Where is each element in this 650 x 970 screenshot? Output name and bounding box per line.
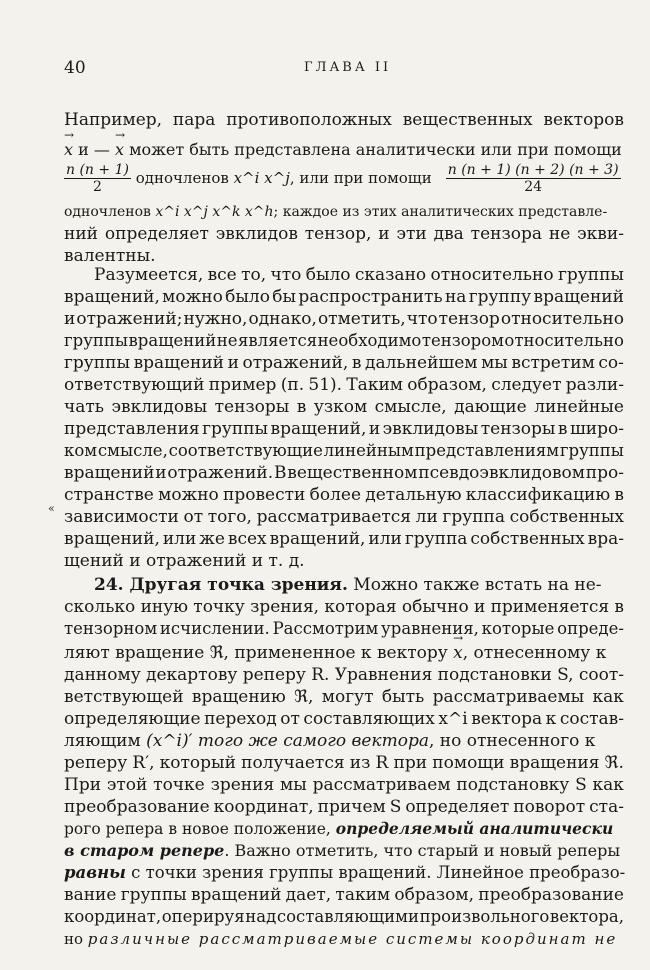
word: более bbox=[309, 485, 361, 505]
text-line bbox=[64, 109, 624, 131]
word: группа bbox=[442, 507, 506, 527]
text-span: может быть представлена аналитически или при помощи bbox=[123, 140, 622, 159]
text-span: но bbox=[64, 930, 88, 948]
word: или bbox=[368, 529, 402, 549]
word: мы bbox=[481, 353, 508, 373]
text-line bbox=[64, 484, 624, 506]
vector-x: → x bbox=[453, 642, 463, 664]
word: декартову bbox=[146, 665, 238, 685]
word: со- bbox=[598, 353, 624, 373]
word: того, bbox=[207, 507, 252, 527]
word: эвклидов bbox=[215, 224, 298, 244]
word: относительно bbox=[504, 331, 624, 350]
word: в bbox=[614, 485, 624, 505]
word: тензоры bbox=[214, 397, 290, 417]
word: состав- bbox=[559, 709, 624, 729]
text-line bbox=[64, 596, 624, 618]
word: определяет bbox=[104, 224, 209, 244]
vector-x: → x bbox=[64, 139, 73, 161]
word: вращению bbox=[191, 687, 286, 707]
text-line bbox=[64, 708, 624, 730]
word: сколько bbox=[64, 597, 136, 617]
word: не bbox=[216, 331, 238, 350]
text-span: , отнесенному к bbox=[462, 643, 607, 663]
italic-phrase: (x^i)′ того же самого вектора bbox=[146, 731, 429, 751]
word: зависимости bbox=[64, 507, 179, 527]
text-line bbox=[64, 686, 624, 708]
word: вращений bbox=[128, 331, 217, 350]
word: и bbox=[368, 419, 381, 439]
text-span: с точки зрения группы вращений. Линейное преобразо- bbox=[125, 863, 626, 882]
word: Таким bbox=[346, 375, 403, 395]
word: сказано bbox=[354, 265, 427, 285]
fraction bbox=[64, 162, 131, 195]
word: однако, bbox=[248, 309, 317, 329]
word: В bbox=[273, 463, 287, 483]
word: этой bbox=[106, 775, 148, 795]
word: рассматривается bbox=[256, 507, 412, 527]
word: про- bbox=[585, 463, 624, 483]
word: пример bbox=[208, 375, 277, 395]
text-line bbox=[64, 201, 624, 223]
word: смысле, bbox=[97, 441, 168, 460]
word: (п. bbox=[280, 375, 305, 395]
word: из bbox=[349, 753, 371, 773]
word: ли bbox=[415, 507, 438, 527]
word: вращений bbox=[64, 463, 155, 483]
word: координат, bbox=[213, 797, 314, 817]
word: необходимо bbox=[317, 331, 422, 350]
word: то, bbox=[241, 265, 267, 285]
word: Например, bbox=[64, 110, 163, 130]
word: который bbox=[159, 753, 236, 773]
word: собственных bbox=[470, 529, 585, 549]
word: переход bbox=[204, 709, 277, 729]
word: дающие bbox=[454, 397, 527, 417]
word: экви- bbox=[577, 224, 624, 244]
word: как bbox=[592, 687, 624, 707]
word: и bbox=[64, 309, 76, 329]
word: реперу bbox=[242, 665, 306, 685]
text-line: валентны. bbox=[64, 246, 156, 266]
word: зрения bbox=[210, 775, 275, 795]
word: было bbox=[225, 287, 270, 307]
word: вращений bbox=[533, 287, 624, 307]
word: поворот bbox=[513, 797, 586, 817]
word: вещественных bbox=[402, 110, 533, 130]
word: тензор bbox=[438, 309, 500, 329]
word: S, bbox=[557, 665, 574, 685]
word: следует bbox=[491, 375, 562, 395]
text-span: , или при помощи bbox=[289, 169, 432, 187]
text-line bbox=[64, 286, 624, 308]
word: соот- bbox=[578, 665, 624, 685]
word: эвклидовы bbox=[111, 397, 208, 417]
text-line bbox=[64, 796, 624, 818]
word: от bbox=[280, 709, 300, 729]
word: Рассмотрим bbox=[272, 619, 379, 638]
word: на bbox=[444, 287, 467, 307]
word: в bbox=[296, 397, 307, 417]
word: точке bbox=[153, 775, 205, 795]
text-line bbox=[64, 664, 624, 686]
text-line bbox=[64, 418, 624, 440]
word: составляющими bbox=[276, 907, 419, 926]
word: таким bbox=[335, 885, 391, 905]
word: в bbox=[557, 419, 568, 439]
word: над bbox=[245, 907, 277, 926]
word: вращений, bbox=[64, 287, 160, 307]
word: бы bbox=[272, 287, 297, 307]
word: ста- bbox=[589, 797, 624, 817]
word: и bbox=[227, 353, 239, 373]
text-line bbox=[64, 884, 624, 906]
word: можно bbox=[162, 287, 223, 307]
text-line bbox=[64, 330, 624, 352]
text-line bbox=[64, 396, 624, 418]
italic-phrase: равны bbox=[64, 863, 126, 882]
word: исчислении. bbox=[159, 619, 270, 638]
word: ответствующий bbox=[64, 375, 205, 395]
word: вращений, bbox=[64, 529, 160, 549]
word: и bbox=[378, 224, 390, 244]
margin-mark: « bbox=[48, 502, 55, 515]
word: вращений, bbox=[270, 419, 367, 439]
word: образом, bbox=[394, 885, 475, 905]
word: определяет bbox=[405, 797, 510, 817]
fraction-denominator: 2 bbox=[93, 178, 102, 195]
page-number: 40 bbox=[64, 58, 86, 78]
word: применяется bbox=[490, 597, 610, 617]
word: x^i bbox=[438, 709, 468, 729]
word: ℜ. bbox=[604, 753, 624, 773]
text-line bbox=[64, 730, 624, 752]
word: вектора, bbox=[549, 907, 624, 926]
italic-phrase: определяемый аналитически bbox=[335, 819, 614, 838]
word: R. bbox=[311, 665, 330, 685]
word: вра- bbox=[587, 529, 624, 549]
word: эвклидовы bbox=[382, 419, 479, 439]
word: которые bbox=[481, 619, 555, 638]
text-line bbox=[64, 374, 624, 396]
word: подстановки bbox=[437, 665, 552, 685]
word: эти bbox=[396, 224, 427, 244]
word: преобразование bbox=[478, 885, 624, 905]
word: иную bbox=[140, 597, 189, 617]
word: как bbox=[592, 775, 624, 795]
word: представления bbox=[64, 419, 200, 439]
word: отметить, bbox=[317, 309, 406, 329]
text-line bbox=[64, 223, 624, 245]
word: псевдоэвклидовом bbox=[418, 463, 585, 483]
word: все bbox=[207, 265, 237, 285]
word: данному bbox=[64, 665, 141, 685]
text-line bbox=[64, 528, 624, 550]
word: чать bbox=[64, 397, 105, 417]
word: S bbox=[575, 775, 587, 795]
text-span: , но отнесенного к bbox=[428, 731, 596, 751]
word: было bbox=[305, 265, 351, 285]
fraction-denominator: 24 bbox=[524, 178, 543, 195]
word: же bbox=[199, 529, 225, 549]
word: 51). bbox=[308, 375, 343, 395]
text-line bbox=[64, 818, 624, 840]
word: странстве bbox=[64, 485, 154, 505]
word: и bbox=[473, 597, 486, 617]
word: группы bbox=[557, 265, 624, 285]
word: отражений. bbox=[167, 463, 274, 483]
word: в bbox=[614, 597, 624, 617]
word: обычно bbox=[401, 597, 469, 617]
vector-x: → x bbox=[115, 139, 124, 161]
word: тензором bbox=[421, 331, 504, 350]
word: реперу bbox=[64, 753, 128, 773]
word: подстановку bbox=[456, 775, 570, 795]
word: не bbox=[548, 224, 571, 244]
word: R′, bbox=[132, 753, 155, 773]
fraction-numerator: n (n + 1) bbox=[66, 161, 129, 178]
text-line bbox=[64, 352, 624, 374]
word: распространить bbox=[298, 287, 443, 307]
word: вектора bbox=[471, 709, 543, 729]
word: координат, bbox=[64, 907, 162, 926]
word: группы bbox=[64, 331, 129, 350]
word: классификацию bbox=[465, 485, 611, 505]
word: отражений, bbox=[242, 353, 349, 373]
word: рассматриваемы bbox=[432, 687, 585, 707]
text-span: ляют вращение ℜ, примененное к вектору bbox=[64, 643, 454, 663]
text-span: ; каждое из этих аналитических представле- bbox=[273, 204, 608, 220]
word: встретим bbox=[511, 353, 595, 373]
word: При bbox=[64, 775, 102, 795]
word: линейным bbox=[323, 441, 414, 460]
word: ветствующей bbox=[64, 687, 184, 707]
word: ний bbox=[64, 224, 98, 244]
word: провести bbox=[223, 485, 306, 505]
text-line bbox=[64, 862, 624, 884]
word: является bbox=[237, 331, 318, 350]
text-span: . Важно отметить, что старый и новый реперы bbox=[224, 841, 621, 860]
word: при bbox=[393, 753, 428, 773]
word: тензоры bbox=[480, 419, 556, 439]
word: собственных bbox=[509, 507, 624, 527]
word: могут bbox=[321, 687, 374, 707]
text-span: ляющим bbox=[64, 731, 147, 751]
text-line bbox=[64, 440, 624, 462]
word: противоположных bbox=[226, 110, 392, 130]
section-heading-line bbox=[94, 574, 624, 596]
text-span: Можно также встать на не- bbox=[347, 575, 602, 595]
word: Разумеется, bbox=[94, 265, 204, 285]
word: мы bbox=[279, 775, 307, 795]
word: широ- bbox=[569, 419, 624, 439]
word: ℜ, bbox=[294, 687, 314, 707]
word: вращений bbox=[190, 885, 282, 905]
word: относительно bbox=[430, 265, 554, 285]
text-line bbox=[64, 506, 624, 528]
text-span: рого репера в новое положение, bbox=[64, 820, 336, 838]
word: отражений; bbox=[76, 309, 183, 329]
word: группы bbox=[202, 419, 269, 439]
word: вещественном bbox=[287, 463, 418, 483]
word: группу bbox=[468, 287, 532, 307]
word: зрения, bbox=[250, 597, 320, 617]
word: ком bbox=[64, 441, 98, 460]
word: преобразование bbox=[64, 797, 210, 817]
word: оперируя bbox=[161, 907, 245, 926]
word: или bbox=[162, 529, 197, 549]
word: представлениям bbox=[414, 441, 560, 460]
word: два bbox=[433, 224, 464, 244]
italic-phrase: в старом репере bbox=[64, 841, 225, 860]
word: детальную bbox=[365, 485, 462, 505]
word: причем bbox=[317, 797, 386, 817]
word: вращений, bbox=[269, 529, 366, 549]
text-line bbox=[64, 752, 624, 774]
word: образом, bbox=[407, 375, 487, 395]
word: разли- bbox=[565, 375, 624, 395]
word: тензора bbox=[470, 224, 542, 244]
word: R bbox=[375, 753, 389, 773]
text-line bbox=[64, 308, 624, 330]
word: S bbox=[389, 797, 402, 817]
word: тензор, bbox=[304, 224, 372, 244]
italic-phrase: различные рассматриваемые системы координат не bbox=[87, 930, 618, 948]
text-line bbox=[64, 840, 624, 862]
monomial: x^i x^j x^k x^h bbox=[155, 204, 274, 220]
word: от bbox=[183, 507, 204, 527]
fraction bbox=[446, 162, 621, 195]
word: дальнейшем bbox=[365, 353, 478, 373]
text-span: и — bbox=[73, 140, 115, 159]
word: группы bbox=[64, 353, 130, 373]
monomial: x^i x^j bbox=[233, 169, 290, 187]
text-span: одночленов bbox=[130, 169, 234, 187]
word: нужно, bbox=[183, 309, 248, 329]
word: опреде- bbox=[557, 619, 624, 638]
word: вращений bbox=[133, 353, 225, 373]
text-span: одночленов bbox=[64, 204, 156, 220]
word: вращения bbox=[509, 753, 600, 773]
word: уравнения, bbox=[381, 619, 479, 638]
word: что bbox=[406, 309, 438, 329]
word: вание bbox=[64, 885, 117, 905]
word: векторов bbox=[543, 110, 624, 130]
word: тензорном bbox=[64, 619, 158, 638]
text-line bbox=[94, 264, 624, 286]
word: быть bbox=[381, 687, 425, 707]
word: определяющие bbox=[64, 709, 201, 729]
word: что bbox=[270, 265, 302, 285]
formula-line bbox=[64, 158, 624, 198]
word: точку bbox=[193, 597, 245, 617]
text-line bbox=[64, 774, 624, 796]
word: относительно bbox=[500, 309, 624, 329]
section-heading: 24. Другая точка зрения. bbox=[94, 575, 348, 595]
word: можно bbox=[158, 485, 219, 505]
word: Уравнения bbox=[334, 665, 433, 685]
word: группы bbox=[120, 885, 187, 905]
text-line bbox=[64, 618, 624, 640]
word: произвольного bbox=[419, 907, 550, 926]
word: которая bbox=[324, 597, 397, 617]
word: составляющих bbox=[303, 709, 435, 729]
text-line bbox=[64, 462, 624, 484]
running-header bbox=[64, 58, 620, 82]
text-line bbox=[64, 906, 624, 928]
word: линейные bbox=[534, 397, 624, 417]
word: узком bbox=[313, 397, 368, 417]
word: в bbox=[351, 353, 362, 373]
text-line bbox=[64, 928, 624, 950]
text-line bbox=[64, 642, 624, 664]
text-line: щений и отражений и т. д. bbox=[64, 551, 305, 571]
word: всех bbox=[227, 529, 267, 549]
word: группа bbox=[404, 529, 468, 549]
word: дает, bbox=[285, 885, 332, 905]
word: и bbox=[155, 463, 167, 483]
word: рассматриваем bbox=[312, 775, 451, 795]
chapter-title: ГЛАВА II bbox=[304, 60, 392, 75]
word: получается bbox=[241, 753, 345, 773]
word: к bbox=[545, 709, 557, 729]
fraction-numerator: n (n + 1) (n + 2) (n + 3) bbox=[447, 161, 619, 178]
word: смысле, bbox=[374, 397, 447, 417]
word: группы bbox=[559, 441, 624, 460]
word: пара bbox=[172, 110, 216, 130]
word: соответствующие bbox=[168, 441, 323, 460]
word: помощи bbox=[432, 753, 505, 773]
